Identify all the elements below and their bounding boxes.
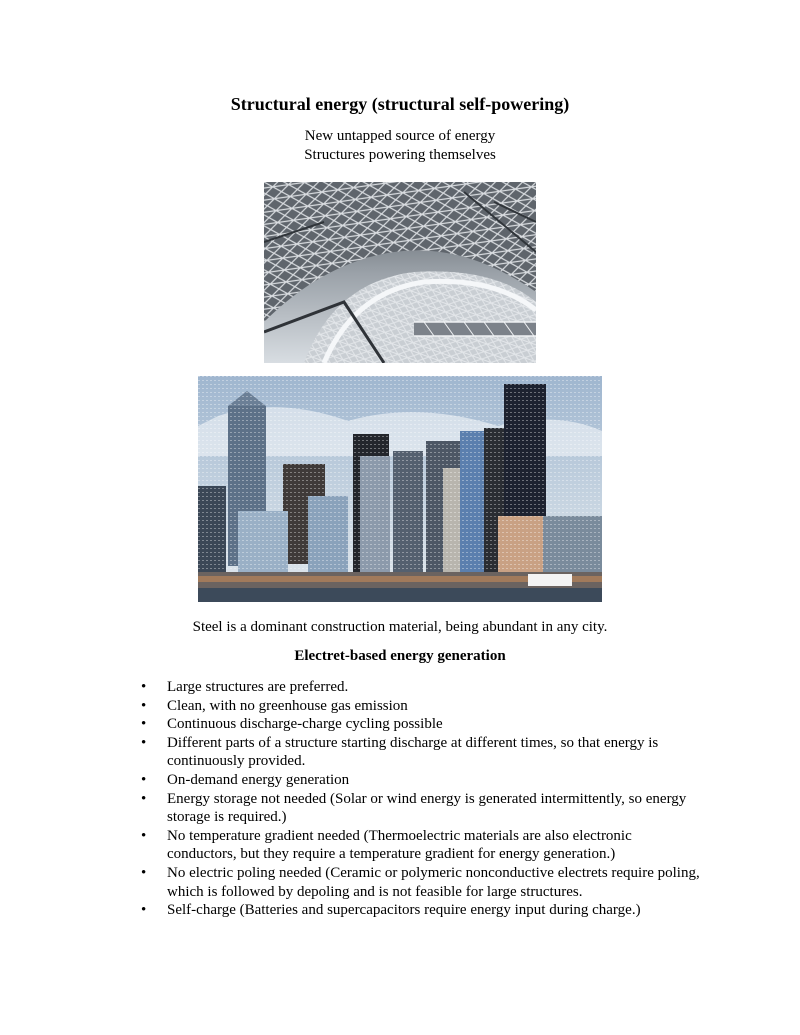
page-title: Structural energy (structural self-powering) [230,94,570,114]
city-skyline-photo [198,376,602,602]
steel-roof-photo [264,182,536,363]
bullet-item: • Energy storage not needed (Solar or wind energy is generated intermittently, so energy storage is required.) [140,790,700,827]
section-heading: Electret-based energy generation [294,648,506,664]
bullet-item: • On-demand energy generation [140,771,700,790]
bullet-item: • Clean, with no greenhouse gas emission [140,697,700,716]
bullet-item: • Different parts of a structure starting discharge at different times, so that energy is continuously provided. [140,734,700,771]
bullet-item: • Continuous discharge-charge cycling possible [140,715,700,734]
subtitle-line-1: New untapped source of energy [304,128,496,144]
bullet-item: • No temperature gradient needed (Thermoelectric materials are also electronic conductors, but they require a temperature gradient for energy generation.) [140,827,700,864]
subtitle-line-2: Structures powering themselves [304,147,496,163]
caption-text: Steel is a dominant construction material, being abundant in any city. [192,619,608,635]
bullet-item: • No electric poling needed (Ceramic or polymeric nonconductive electrets require poling, which is followed by depoling and is not feasible for large structures. [140,864,700,901]
bullet-item: • Self-charge (Batteries and supercapacitors require energy input during charge.) [140,901,700,920]
bullet-item: • Large structures are preferred. [140,678,700,697]
bullet-list [140,678,700,920]
